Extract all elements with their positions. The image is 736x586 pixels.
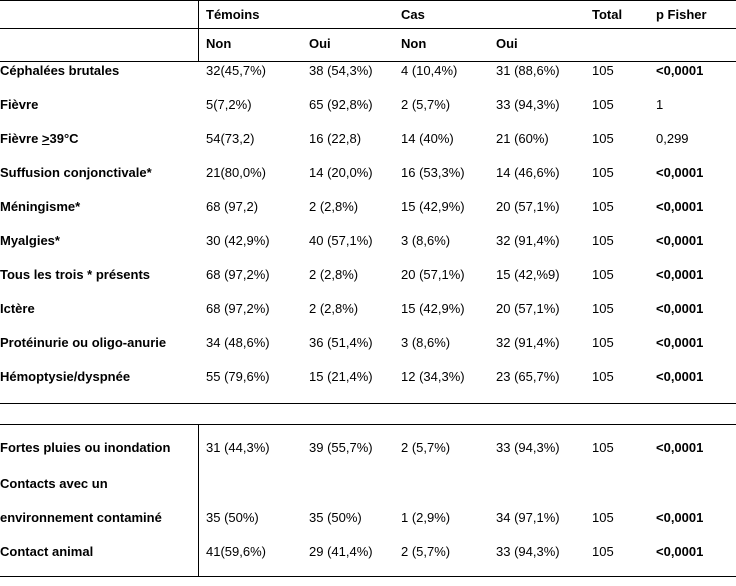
cell-cas-oui: 21 (60%) (496, 131, 549, 146)
row-label: Contact animal (0, 544, 94, 559)
cell-cas-non: 14 (40%) (401, 131, 454, 146)
rule-top (0, 0, 736, 1)
cell-cas-oui: 31 (88,6%) (496, 63, 560, 78)
cell-cas-oui: 33 (94,3%) (496, 440, 560, 455)
cell-cas-oui: 20 (57,1%) (496, 301, 560, 316)
rule-section-2-top (0, 424, 736, 425)
cell-cas-non: 3 (8,6%) (401, 233, 451, 248)
cell-p-fisher: <0,0001 (656, 301, 704, 316)
header-cas-oui: Oui (496, 36, 518, 51)
cell-temoins-non: 5(7,2%) (206, 97, 252, 112)
cell-total: 105 (592, 335, 614, 350)
row-label: Protéinurie ou oligo-anurie (0, 335, 167, 350)
cell-temoins-oui: 2 (2,8%) (309, 199, 359, 214)
cell-cas-non: 2 (5,7%) (401, 440, 451, 455)
cell-temoins-oui: 16 (22,8) (309, 131, 362, 146)
cell-cas-oui: 20 (57,1%) (496, 199, 560, 214)
header-temoins-non: Non (206, 36, 232, 51)
cell-p-fisher: <0,0001 (656, 63, 704, 78)
row-label: Tous les trois * présents (0, 267, 151, 282)
cell-cas-non: 4 (10,4%) (401, 63, 458, 78)
cell-total: 105 (592, 131, 614, 146)
cell-total: 105 (592, 63, 614, 78)
cell-p-fisher: <0,0001 (656, 369, 704, 384)
cell-cas-non: 15 (42,9%) (401, 199, 465, 214)
cell-cas-oui: 32 (91,4%) (496, 335, 560, 350)
cell-temoins-non: 31 (44,3%) (206, 440, 270, 455)
cell-p-fisher: <0,0001 (656, 544, 704, 559)
cell-cas-oui: 23 (65,7%) (496, 369, 560, 384)
cell-total: 105 (592, 440, 614, 455)
cell-cas-oui: 15 (42,%9) (496, 267, 560, 282)
cell-total: 105 (592, 233, 614, 248)
cell-p-fisher: <0,0001 (656, 335, 704, 350)
column-divider (198, 424, 199, 577)
cell-temoins-oui: 15 (21,4%) (309, 369, 373, 384)
row-label: Myalgies* (0, 233, 60, 248)
row-label: Fortes pluies ou inondation (0, 440, 171, 455)
cell-temoins-non: 21(80,0%) (206, 165, 266, 180)
cell-temoins-non: 68 (97,2) (206, 199, 259, 214)
cell-temoins-non: 68 (97,2%) (206, 267, 270, 282)
cell-cas-oui: 34 (97,1%) (496, 510, 560, 525)
header-cas-non: Non (401, 36, 427, 51)
cell-total: 105 (592, 267, 614, 282)
cell-total: 105 (592, 199, 614, 214)
row-label: Ictère (0, 301, 35, 316)
cell-temoins-oui: 39 (55,7%) (309, 440, 373, 455)
cell-temoins-oui: 2 (2,8%) (309, 267, 359, 282)
row-label: Contacts avec un (0, 476, 108, 491)
cell-total: 105 (592, 544, 614, 559)
cell-cas-oui: 14 (46,6%) (496, 165, 560, 180)
cell-cas-non: 1 (2,9%) (401, 510, 451, 525)
greater-equal-sign: > (41, 131, 50, 146)
cell-cas-non: 12 (34,3%) (401, 369, 465, 384)
row-label: Céphalées brutales (0, 63, 120, 78)
cell-p-fisher: <0,0001 (656, 267, 704, 282)
cell-p-fisher: <0,0001 (656, 440, 704, 455)
cell-temoins-oui: 36 (51,4%) (309, 335, 373, 350)
cell-temoins-non: 55 (79,6%) (206, 369, 270, 384)
cell-p-fisher: 1 (656, 97, 664, 112)
cell-temoins-oui: 38 (54,3%) (309, 63, 373, 78)
cell-temoins-oui: 40 (57,1%) (309, 233, 373, 248)
cell-temoins-non: 30 (42,9%) (206, 233, 270, 248)
cell-temoins-non: 35 (50%) (206, 510, 259, 525)
cell-temoins-oui: 2 (2,8%) (309, 301, 359, 316)
cell-p-fisher: 0,299 (656, 131, 689, 146)
row-label: Méningisme* (0, 199, 81, 214)
rule-subheader (0, 28, 736, 29)
cell-total: 105 (592, 301, 614, 316)
cell-cas-non: 3 (8,6%) (401, 335, 451, 350)
row-label: Suffusion conjonctivale* (0, 165, 152, 180)
cell-cas-non: 2 (5,7%) (401, 544, 451, 559)
cell-total: 105 (592, 97, 614, 112)
rule-section-1-bottom (0, 403, 736, 404)
cell-cas-non: 20 (57,1%) (401, 267, 465, 282)
row-label: environnement contaminé (0, 510, 162, 525)
header-temoins: Témoins (206, 7, 260, 22)
cell-temoins-non: 68 (97,2%) (206, 301, 270, 316)
row-label: Fièvre (0, 97, 39, 112)
cell-temoins-oui: 35 (50%) (309, 510, 362, 525)
cell-p-fisher: <0,0001 (656, 510, 704, 525)
cell-cas-non: 2 (5,7%) (401, 97, 451, 112)
cell-cas-non: 16 (53,3%) (401, 165, 465, 180)
cell-temoins-oui: 14 (20,0%) (309, 165, 373, 180)
cell-cas-oui: 33 (94,3%) (496, 97, 560, 112)
cell-temoins-non: 34 (48,6%) (206, 335, 270, 350)
cell-total: 105 (592, 369, 614, 384)
cell-temoins-non: 32(45,7%) (206, 63, 266, 78)
header-total: Total (592, 7, 623, 22)
rule-bottom (0, 576, 736, 577)
cell-cas-oui: 33 (94,3%) (496, 544, 560, 559)
cell-p-fisher: <0,0001 (656, 233, 704, 248)
cell-p-fisher: <0,0001 (656, 199, 704, 214)
cell-total: 105 (592, 165, 614, 180)
rule-header-bottom (0, 61, 736, 62)
header-cas: Cas (401, 7, 425, 22)
row-label: Fièvre >39°C (0, 131, 79, 146)
row-label: Hémoptysie/dyspnée (0, 369, 131, 384)
cell-temoins-non: 54(73,2) (206, 131, 255, 146)
cell-temoins-non: 41(59,6%) (206, 544, 266, 559)
cell-total: 105 (592, 510, 614, 525)
header-temoins-oui: Oui (309, 36, 331, 51)
cell-cas-non: 15 (42,9%) (401, 301, 465, 316)
header-p-fisher: p Fisher (656, 7, 707, 22)
cell-temoins-oui: 65 (92,8%) (309, 97, 373, 112)
cell-p-fisher: <0,0001 (656, 165, 704, 180)
cell-cas-oui: 32 (91,4%) (496, 233, 560, 248)
cell-temoins-oui: 29 (41,4%) (309, 544, 373, 559)
column-divider (198, 0, 199, 62)
